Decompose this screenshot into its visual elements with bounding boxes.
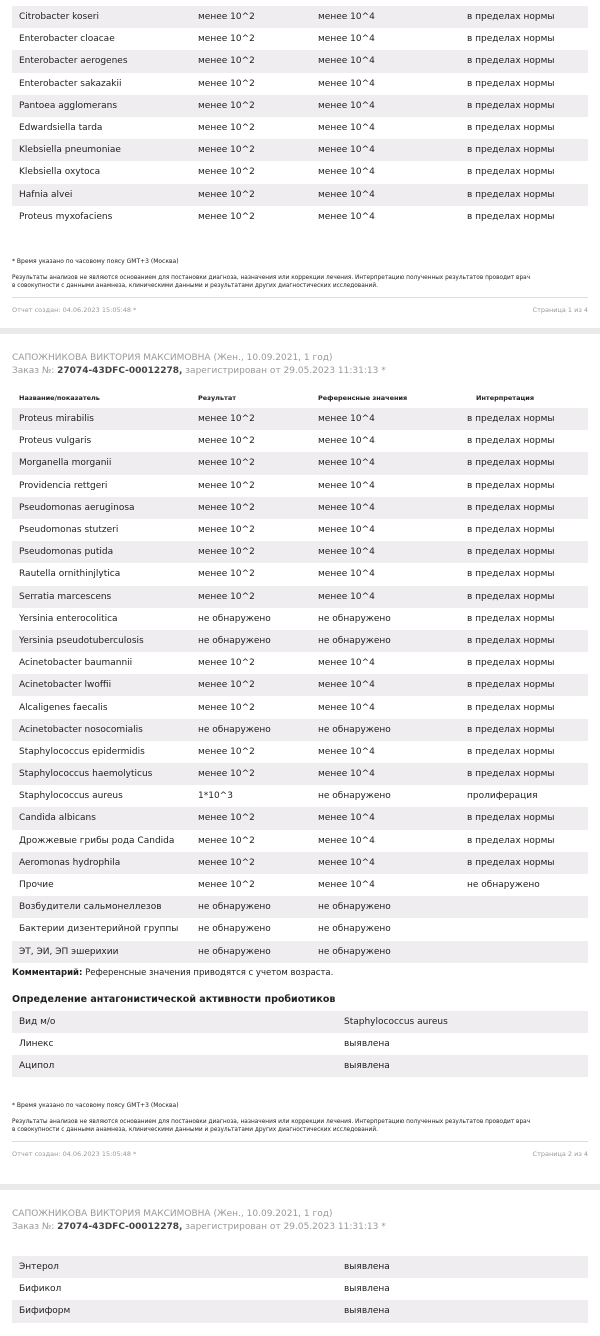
cell-reference: менее 10^4	[318, 857, 375, 868]
header-reference: Референсные значения	[318, 394, 408, 402]
cell-interpretation: в пределах нормы	[467, 100, 555, 111]
table-row	[12, 206, 588, 228]
order-info	[12, 1221, 588, 1234]
order-info	[12, 365, 588, 378]
cell-reference: менее 10^4	[318, 480, 375, 491]
cell-result: менее 10^2	[198, 414, 255, 425]
table-row	[12, 50, 588, 72]
cell-reference: менее 10^4	[318, 458, 375, 469]
table-row	[12, 1278, 588, 1300]
cell-result: менее 10^2	[198, 569, 255, 580]
header-result: Результат	[198, 394, 236, 402]
table-row	[12, 497, 588, 519]
cell-name: Staphylococcus epidermidis	[19, 746, 145, 757]
table-row	[12, 896, 588, 918]
cell-interpretation: в пределах нормы	[467, 525, 555, 536]
disclaimer	[0, 1118, 600, 1134]
cell-name: Proteus mirabilis	[19, 414, 94, 425]
table-row	[12, 785, 588, 807]
cell-interpretation: в пределах нормы	[467, 78, 555, 89]
table-row	[12, 519, 588, 541]
cell-name: Возбудители сальмонеллезов	[19, 902, 162, 913]
cell-name: Энтерол	[19, 1262, 59, 1273]
table-row	[12, 1011, 588, 1033]
cell-interpretation: в пределах нормы	[467, 458, 555, 469]
cell-interpretation: в пределах нормы	[467, 56, 555, 67]
cell-interpretation: в пределах нормы	[467, 813, 555, 824]
cell-interpretation: в пределах нормы	[467, 167, 555, 178]
timezone-note: * Время указано по часовому поясу GMT+3 (Москва)	[12, 257, 179, 265]
cell-interpretation: в пределах нормы	[467, 746, 555, 757]
page-number: Страница 2 из 4	[532, 1150, 588, 1159]
cell-result: менее 10^2	[198, 436, 255, 447]
cell-interpretation: в пределах нормы	[467, 414, 555, 425]
cell-interpretation: в пределах нормы	[467, 702, 555, 713]
cell-reference: менее 10^4	[318, 123, 375, 134]
cell-result: менее 10^2	[198, 100, 255, 111]
cell-name: Бификол	[19, 1284, 62, 1295]
cell-reference: не обнаружено	[318, 613, 391, 624]
cell-interpretation: в пределах нормы	[467, 34, 555, 45]
cell-value: выявлена	[344, 1284, 390, 1295]
cell-reference: менее 10^4	[318, 813, 375, 824]
antagonism-table-continued	[0, 1256, 600, 1323]
cell-result: менее 10^2	[198, 591, 255, 602]
report-page-2	[0, 334, 600, 1184]
table-row	[12, 741, 588, 763]
cell-name: Yersinia enterocolitica	[19, 613, 118, 624]
cell-reference: менее 10^4	[318, 436, 375, 447]
cell-reference: менее 10^4	[318, 211, 375, 222]
table-row	[12, 6, 588, 28]
header-interpretation: Интерпретация	[476, 394, 535, 402]
antagonism-section-title: Определение антагонистической активности пробиотиков	[12, 993, 336, 1005]
table-row	[12, 830, 588, 852]
cell-reference: менее 10^4	[318, 145, 375, 156]
table-row	[12, 541, 588, 563]
cell-result: менее 10^2	[198, 746, 255, 757]
cell-name: Candida albicans	[19, 813, 96, 824]
cell-interpretation: не обнаружено	[467, 880, 540, 891]
cell-name: Providencia rettgeri	[19, 480, 108, 491]
results-table-page-1	[0, 0, 600, 228]
cell-interpretation: пролиферация	[467, 791, 538, 802]
cell-result: менее 10^2	[198, 769, 255, 780]
cell-reference: менее 10^4	[318, 12, 375, 23]
cell-reference: менее 10^4	[318, 525, 375, 536]
report-page-3	[0, 1190, 600, 1336]
cell-reference: менее 10^4	[318, 746, 375, 757]
cell-interpretation: в пределах нормы	[467, 635, 555, 646]
cell-result: менее 10^2	[198, 123, 255, 134]
cell-reference: менее 10^4	[318, 56, 375, 67]
table-row	[12, 28, 588, 50]
cell-result: не обнаружено	[198, 613, 271, 624]
cell-reference: менее 10^4	[318, 769, 375, 780]
report-created-text: Отчет создан: 04.06.2023 15:05:48 *	[12, 1150, 137, 1159]
table-row	[12, 918, 588, 940]
cell-name: Citrobacter koseri	[19, 12, 99, 23]
cell-name: Proteus vulgaris	[19, 436, 92, 447]
cell-result: менее 10^2	[198, 880, 255, 891]
table-row	[12, 161, 588, 183]
cell-interpretation: в пределах нормы	[467, 480, 555, 491]
cell-reference: не обнаружено	[318, 946, 391, 957]
cell-name: Enterobacter cloacae	[19, 34, 115, 45]
cell-result: менее 10^2	[198, 702, 255, 713]
cell-name: Acinetobacter nosocomialis	[19, 724, 143, 735]
cell-name: ЭТ, ЭИ, ЭП эшерихии	[19, 946, 119, 957]
cell-interpretation: в пределах нормы	[467, 436, 555, 447]
cell-result: менее 10^2	[198, 167, 255, 178]
cell-result: не обнаружено	[198, 946, 271, 957]
report-created-text: Отчет создан: 04.06.2023 15:05:48 *	[12, 305, 137, 314]
cell-name: Rautella ornithinjlytica	[19, 569, 121, 580]
page-footer	[0, 1150, 600, 1158]
table-row	[12, 719, 588, 741]
table-row	[12, 73, 588, 95]
cell-name: Morganella morganii	[19, 458, 112, 469]
cell-reference: менее 10^4	[318, 100, 375, 111]
cell-result: менее 10^2	[198, 835, 255, 846]
cell-interpretation: в пределах нормы	[467, 857, 555, 868]
cell-result: менее 10^2	[198, 458, 255, 469]
disclaimer	[0, 274, 600, 290]
cell-interpretation: в пределах нормы	[467, 724, 555, 735]
table-row	[12, 184, 588, 206]
cell-result: 1*10^3	[198, 791, 233, 802]
cell-result: менее 10^2	[198, 502, 255, 513]
cell-result: менее 10^2	[198, 680, 255, 691]
table-row	[12, 563, 588, 585]
cell-result: менее 10^2	[198, 211, 255, 222]
cell-name: Enterobacter sakazakii	[19, 78, 122, 89]
table-row	[12, 852, 588, 874]
cell-reference: менее 10^4	[318, 34, 375, 45]
cell-interpretation: в пределах нормы	[467, 12, 555, 23]
cell-result: не обнаружено	[198, 924, 271, 935]
cell-name: Acinetobacter baumannii	[19, 658, 133, 669]
table-row	[12, 139, 588, 161]
antagonism-table	[0, 1011, 600, 1078]
cell-value: выявлена	[344, 1061, 390, 1072]
table-row	[12, 652, 588, 674]
order-prefix: Заказ №:	[12, 1222, 58, 1232]
cell-name: Klebsiella pneumoniae	[19, 145, 121, 156]
cell-reference: менее 10^4	[318, 569, 375, 580]
cell-result: менее 10^2	[198, 189, 255, 200]
table-row	[12, 807, 588, 829]
disclaimer-line-1: Результаты анализов не являются основанием для постановки диагноза, назначения или коррекции лечения. Интерпретацию полученных результатов проводит врач	[12, 1119, 531, 1126]
cell-interpretation: в пределах нормы	[467, 680, 555, 691]
cell-reference: не обнаружено	[318, 924, 391, 935]
cell-interpretation: в пределах нормы	[467, 145, 555, 156]
order-number: 27074-43DFC-00012278,	[57, 366, 183, 376]
cell-value: выявлена	[344, 1038, 390, 1049]
table-row	[12, 117, 588, 139]
cell-reference: менее 10^4	[318, 502, 375, 513]
cell-reference: менее 10^4	[318, 414, 375, 425]
table-row	[12, 941, 588, 963]
cell-name: Pseudomonas aeruginosa	[19, 502, 135, 513]
disclaimer-line-1: Результаты анализов не являются основанием для постановки диагноза, назначения или коррекции лечения. Интерпретацию полученных результатов проводит врач	[12, 274, 531, 281]
table-row	[12, 1256, 588, 1278]
order-prefix: Заказ №:	[12, 366, 58, 376]
table-row	[12, 696, 588, 718]
cell-interpretation: в пределах нормы	[467, 769, 555, 780]
table-row	[12, 1033, 588, 1055]
cell-name: Aeromonas hydrophila	[19, 857, 121, 868]
cell-reference: не обнаружено	[318, 902, 391, 913]
cell-interpretation: в пределах нормы	[467, 569, 555, 580]
comment-label: Комментарий:	[12, 967, 83, 978]
cell-name: Прочие	[19, 880, 54, 891]
table-row	[12, 874, 588, 896]
cell-interpretation: в пределах нормы	[467, 835, 555, 846]
cell-interpretation: в пределах нормы	[467, 613, 555, 624]
cell-result: менее 10^2	[198, 12, 255, 23]
cell-result: менее 10^2	[198, 78, 255, 89]
table-row	[12, 674, 588, 696]
cell-value: выявлена	[344, 1262, 390, 1273]
table-header	[0, 388, 600, 408]
cell-name: Дрожжевые грибы рода Candida	[19, 835, 175, 846]
cell-name: Alcaligenes faecalis	[19, 702, 108, 713]
order-registered: зарегистрирован от 29.05.2023 11:31:13 *	[182, 1222, 386, 1232]
cell-value: Staphylococcus aureus	[344, 1016, 448, 1027]
cell-interpretation: в пределах нормы	[467, 211, 555, 222]
cell-reference: не обнаружено	[318, 635, 391, 646]
report-page-1	[0, 0, 600, 328]
header-name: Название/показатель	[19, 394, 100, 402]
cell-result: менее 10^2	[198, 145, 255, 156]
patient-header	[0, 1190, 600, 1234]
cell-name: Аципол	[19, 1061, 55, 1072]
cell-result: менее 10^2	[198, 658, 255, 669]
cell-name: Pantoea agglomerans	[19, 100, 118, 111]
table-row	[12, 475, 588, 497]
cell-name: Acinetobacter lwoffii	[19, 680, 112, 691]
table-row	[12, 586, 588, 608]
cell-interpretation: в пределах нормы	[467, 502, 555, 513]
table-row	[12, 608, 588, 630]
cell-name: Hafnia alvei	[19, 189, 73, 200]
cell-reference: менее 10^4	[318, 167, 375, 178]
cell-interpretation: в пределах нормы	[467, 591, 555, 602]
cell-interpretation: в пределах нормы	[467, 547, 555, 558]
table-row	[12, 763, 588, 785]
patient-info: САПОЖНИКОВА ВИКТОРИЯ МАКСИМОВНА (Жен., 10.09.2021, 1 год)	[12, 1209, 333, 1219]
patient-header	[0, 334, 600, 378]
cell-name: Pseudomonas stutzeri	[19, 525, 119, 536]
cell-result: менее 10^2	[198, 34, 255, 45]
cell-result: менее 10^2	[198, 857, 255, 868]
cell-reference: менее 10^4	[318, 702, 375, 713]
results-table-page-2	[0, 408, 600, 963]
comment	[0, 966, 600, 980]
cell-interpretation: в пределах нормы	[467, 189, 555, 200]
cell-result: менее 10^2	[198, 813, 255, 824]
cell-name: Serratia marcescens	[19, 591, 112, 602]
order-number: 27074-43DFC-00012278,	[57, 1222, 183, 1232]
cell-name: Staphylococcus aureus	[19, 791, 123, 802]
cell-name: Yersinia pseudotuberculosis	[19, 635, 144, 646]
cell-name: Бифиформ	[19, 1306, 71, 1317]
table-row	[12, 1300, 588, 1322]
table-row	[12, 408, 588, 430]
cell-name: Линекс	[19, 1038, 54, 1049]
order-registered: зарегистрирован от 29.05.2023 11:31:13 *	[182, 366, 386, 376]
table-row	[12, 95, 588, 117]
cell-result: менее 10^2	[198, 480, 255, 491]
cell-interpretation: в пределах нормы	[467, 658, 555, 669]
table-row	[12, 630, 588, 652]
table-row	[12, 452, 588, 474]
cell-name: Edwardsiella tarda	[19, 123, 103, 134]
cell-reference: менее 10^4	[318, 547, 375, 558]
disclaimer-line-2: в совокупности с данными анамнеза, клиническими данными и результатами других диагностических исследований.	[12, 1127, 378, 1134]
cell-reference: менее 10^4	[318, 189, 375, 200]
page-footer	[0, 306, 600, 314]
cell-reference: менее 10^4	[318, 78, 375, 89]
cell-name: Enterobacter aerogenes	[19, 56, 128, 67]
cell-result: менее 10^2	[198, 525, 255, 536]
table-row	[12, 430, 588, 452]
cell-name: Бактерии дизентерийной группы	[19, 924, 179, 935]
cell-name: Вид м/о	[19, 1016, 56, 1027]
table-row	[12, 1055, 588, 1077]
cell-result: менее 10^2	[198, 547, 255, 558]
disclaimer-line-2: в совокупности с данными анамнеза, клиническими данными и результатами других диагностических исследований.	[12, 282, 378, 289]
page-number: Страница 1 из 4	[532, 305, 588, 314]
cell-result: не обнаружено	[198, 902, 271, 913]
cell-name: Klebsiella oxytoca	[19, 167, 101, 178]
timezone-note: * Время указано по часовому поясу GMT+3 (Москва)	[12, 1102, 179, 1110]
cell-reference: менее 10^4	[318, 591, 375, 602]
cell-result: не обнаружено	[198, 724, 271, 735]
cell-result: не обнаружено	[198, 635, 271, 646]
cell-reference: менее 10^4	[318, 835, 375, 846]
cell-name: Pseudomonas putida	[19, 547, 114, 558]
cell-name: Staphylococcus haemolyticus	[19, 769, 153, 780]
cell-reference: не обнаружено	[318, 791, 391, 802]
patient-info: САПОЖНИКОВА ВИКТОРИЯ МАКСИМОВНА (Жен., 10.09.2021, 1 год)	[12, 353, 333, 363]
cell-result: менее 10^2	[198, 56, 255, 67]
cell-interpretation: в пределах нормы	[467, 123, 555, 134]
cell-reference: не обнаружено	[318, 724, 391, 735]
cell-value: выявлена	[344, 1306, 390, 1317]
cell-reference: менее 10^4	[318, 680, 375, 691]
cell-reference: менее 10^4	[318, 880, 375, 891]
comment-text: Референсные значения приводятся с учетом возраста.	[82, 967, 334, 978]
cell-reference: менее 10^4	[318, 658, 375, 669]
cell-name: Proteus myxofaciens	[19, 211, 113, 222]
